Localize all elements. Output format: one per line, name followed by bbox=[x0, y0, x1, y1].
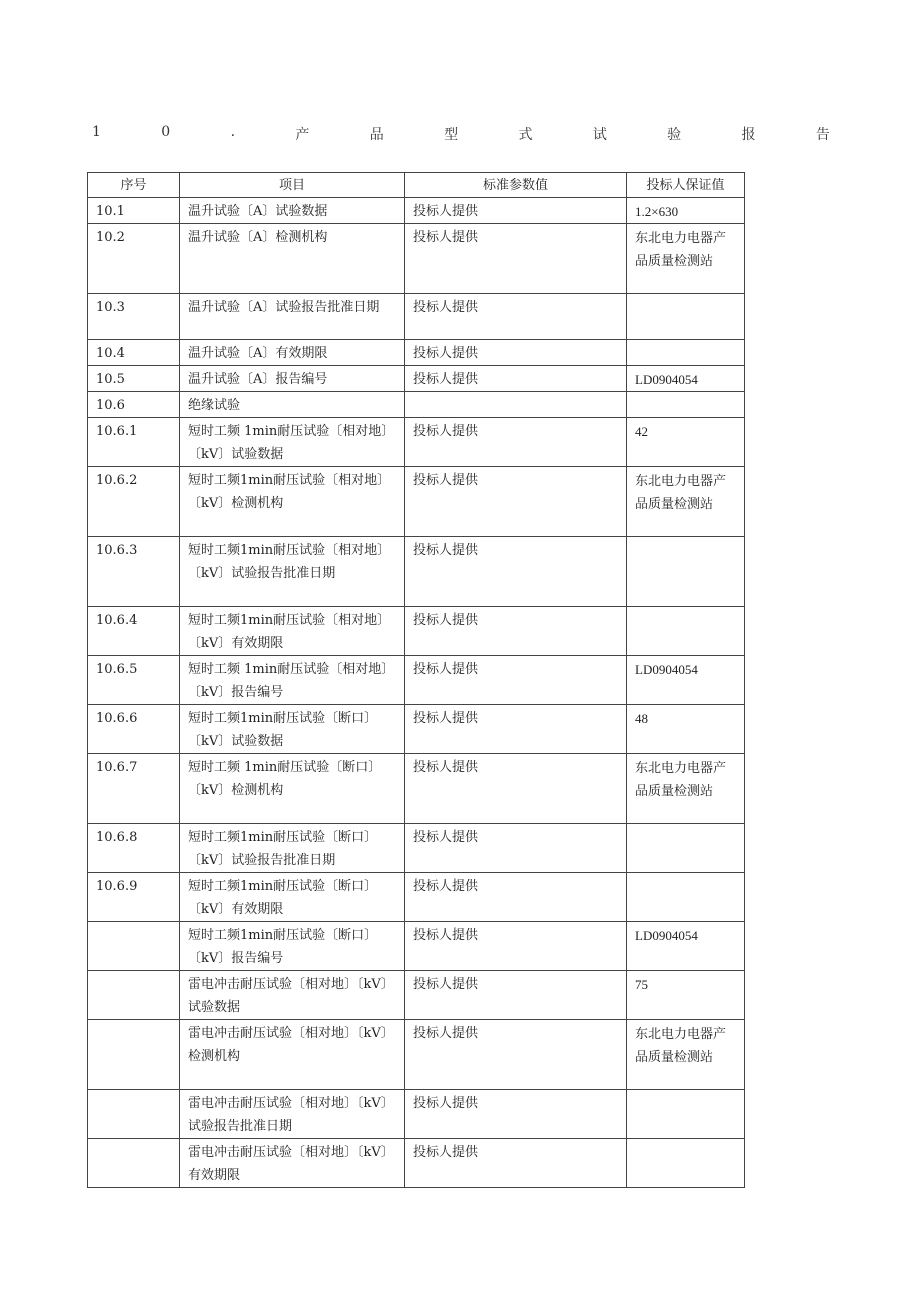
cell-guarantee bbox=[627, 537, 745, 607]
cell-standard: 投标人提供 bbox=[405, 656, 627, 705]
table-row bbox=[88, 392, 745, 418]
cell-guarantee: 东北电力电器产品质量检测站 bbox=[627, 224, 745, 294]
cell-no: 10.6.5 bbox=[88, 656, 180, 705]
title-char: 产 bbox=[295, 127, 310, 143]
title-char: 型 bbox=[444, 127, 459, 143]
cell-item: 短时工频1min耐压试验〔断口〕〔kV〕试验报告批准日期 bbox=[180, 824, 405, 873]
spec-table bbox=[87, 172, 745, 1188]
title-char: 试 bbox=[592, 127, 607, 143]
table-row bbox=[88, 922, 745, 971]
cell-standard: 投标人提供 bbox=[405, 1020, 627, 1090]
cell-no: 10.4 bbox=[88, 340, 180, 366]
cell-item: 雷电冲击耐压试验〔相对地〕〔kV〕试验报告批准日期 bbox=[180, 1090, 405, 1139]
table-row bbox=[88, 824, 745, 873]
table-row bbox=[88, 607, 745, 656]
cell-item: 短时工频 1min耐压试验〔相对地〕〔kV〕报告编号 bbox=[180, 656, 405, 705]
table-row bbox=[88, 873, 745, 922]
table-row bbox=[88, 1139, 745, 1188]
cell-standard: 投标人提供 bbox=[405, 418, 627, 467]
table-row bbox=[88, 1090, 745, 1139]
cell-item: 温升试验〔A〕报告编号 bbox=[180, 366, 405, 392]
cell-item: 短时工频1min耐压试验〔相对地〕〔kV〕试验报告批准日期 bbox=[180, 537, 405, 607]
cell-item: 短时工频 1min耐压试验〔断口〕〔kV〕检测机构 bbox=[180, 754, 405, 824]
table-row bbox=[88, 971, 745, 1020]
cell-guarantee: 42 bbox=[627, 418, 745, 467]
cell-guarantee: LD0904054 bbox=[627, 366, 745, 392]
cell-item: 雷电冲击耐压试验〔相对地〕〔kV〕试验数据 bbox=[180, 971, 405, 1020]
section-title bbox=[92, 124, 830, 144]
table-row bbox=[88, 656, 745, 705]
cell-item: 短时工频 1min耐压试验〔相对地〕〔kV〕试验数据 bbox=[180, 418, 405, 467]
cell-guarantee: 48 bbox=[627, 705, 745, 754]
cell-standard: 投标人提供 bbox=[405, 537, 627, 607]
cell-standard: 投标人提供 bbox=[405, 340, 627, 366]
table-row bbox=[88, 418, 745, 467]
cell-standard: 投标人提供 bbox=[405, 224, 627, 294]
cell-guarantee bbox=[627, 392, 745, 418]
cell-no: 10.3 bbox=[88, 294, 180, 340]
cell-guarantee bbox=[627, 294, 745, 340]
cell-standard: 投标人提供 bbox=[405, 873, 627, 922]
cell-no bbox=[88, 971, 180, 1020]
cell-guarantee: 东北电力电器产品质量检测站 bbox=[627, 467, 745, 537]
cell-guarantee bbox=[627, 873, 745, 922]
cell-item: 短时工频1min耐压试验〔相对地〕〔kV〕有效期限 bbox=[180, 607, 405, 656]
cell-standard: 投标人提供 bbox=[405, 1090, 627, 1139]
title-char: 1 bbox=[92, 124, 101, 140]
table-row bbox=[88, 294, 745, 340]
cell-no: 10.6.8 bbox=[88, 824, 180, 873]
cell-item: 短时工频1min耐压试验〔断口〕〔kV〕有效期限 bbox=[180, 873, 405, 922]
cell-guarantee: 1.2×630 bbox=[627, 198, 745, 224]
table-row bbox=[88, 366, 745, 392]
cell-item: 短时工频1min耐压试验〔断口〕〔kV〕试验数据 bbox=[180, 705, 405, 754]
table-row bbox=[88, 198, 745, 224]
cell-no: 10.6.3 bbox=[88, 537, 180, 607]
cell-no: 10.1 bbox=[88, 198, 180, 224]
cell-standard: 投标人提供 bbox=[405, 198, 627, 224]
table-row bbox=[88, 1020, 745, 1090]
cell-no bbox=[88, 1020, 180, 1090]
cell-item: 温升试验〔A〕试验数据 bbox=[180, 198, 405, 224]
cell-no: 10.6 bbox=[88, 392, 180, 418]
cell-item: 绝缘试验 bbox=[180, 392, 405, 418]
table-row bbox=[88, 340, 745, 366]
cell-standard bbox=[405, 392, 627, 418]
cell-guarantee: LD0904054 bbox=[627, 656, 745, 705]
cell-item: 温升试验〔A〕有效期限 bbox=[180, 340, 405, 366]
cell-guarantee: 东北电力电器产品质量检测站 bbox=[627, 1020, 745, 1090]
cell-item: 温升试验〔A〕试验报告批准日期 bbox=[180, 294, 405, 340]
cell-standard: 投标人提供 bbox=[405, 754, 627, 824]
cell-guarantee: 东北电力电器产品质量检测站 bbox=[627, 754, 745, 824]
cell-no: 10.5 bbox=[88, 366, 180, 392]
header-no: 序号 bbox=[88, 173, 180, 198]
cell-no: 10.6.9 bbox=[88, 873, 180, 922]
cell-standard: 投标人提供 bbox=[405, 366, 627, 392]
cell-no: 10.6.4 bbox=[88, 607, 180, 656]
cell-standard: 投标人提供 bbox=[405, 467, 627, 537]
cell-item: 短时工频1min耐压试验〔断口〕〔kV〕报告编号 bbox=[180, 922, 405, 971]
table-row bbox=[88, 705, 745, 754]
cell-no: 10.6.1 bbox=[88, 418, 180, 467]
cell-item: 短时工频1min耐压试验〔相对地〕〔kV〕检测机构 bbox=[180, 467, 405, 537]
cell-item: 温升试验〔A〕检测机构 bbox=[180, 224, 405, 294]
cell-standard: 投标人提供 bbox=[405, 824, 627, 873]
title-char: 0 bbox=[161, 124, 171, 140]
cell-guarantee: LD0904054 bbox=[627, 922, 745, 971]
cell-guarantee bbox=[627, 340, 745, 366]
header-item: 项目 bbox=[180, 173, 405, 198]
cell-no: 10.6.7 bbox=[88, 754, 180, 824]
cell-item: 雷电冲击耐压试验〔相对地〕〔kV〕有效期限 bbox=[180, 1139, 405, 1188]
table-row bbox=[88, 224, 745, 294]
cell-no: 10.2 bbox=[88, 224, 180, 294]
cell-guarantee bbox=[627, 607, 745, 656]
title-char: 验 bbox=[667, 127, 682, 143]
cell-guarantee bbox=[627, 824, 745, 873]
cell-item: 雷电冲击耐压试验〔相对地〕〔kV〕检测机构 bbox=[180, 1020, 405, 1090]
cell-guarantee: 75 bbox=[627, 971, 745, 1020]
table-header-row bbox=[88, 173, 745, 198]
cell-standard: 投标人提供 bbox=[405, 294, 627, 340]
cell-no bbox=[88, 1090, 180, 1139]
table-row bbox=[88, 754, 745, 824]
cell-no: 10.6.6 bbox=[88, 705, 180, 754]
cell-no: 10.6.2 bbox=[88, 467, 180, 537]
title-char: . bbox=[230, 124, 236, 140]
title-char: 告 bbox=[815, 127, 830, 143]
header-standard: 标准参数值 bbox=[405, 173, 627, 198]
cell-standard: 投标人提供 bbox=[405, 1139, 627, 1188]
cell-no bbox=[88, 1139, 180, 1188]
cell-no bbox=[88, 922, 180, 971]
cell-standard: 投标人提供 bbox=[405, 705, 627, 754]
cell-standard: 投标人提供 bbox=[405, 922, 627, 971]
header-guarantee: 投标人保证值 bbox=[627, 173, 745, 198]
cell-standard: 投标人提供 bbox=[405, 971, 627, 1020]
title-char: 式 bbox=[518, 127, 533, 143]
cell-standard: 投标人提供 bbox=[405, 607, 627, 656]
table-row bbox=[88, 537, 745, 607]
table-row bbox=[88, 467, 745, 537]
cell-guarantee bbox=[627, 1090, 745, 1139]
title-char: 报 bbox=[741, 127, 756, 143]
title-char: 品 bbox=[369, 127, 384, 143]
cell-guarantee bbox=[627, 1139, 745, 1188]
